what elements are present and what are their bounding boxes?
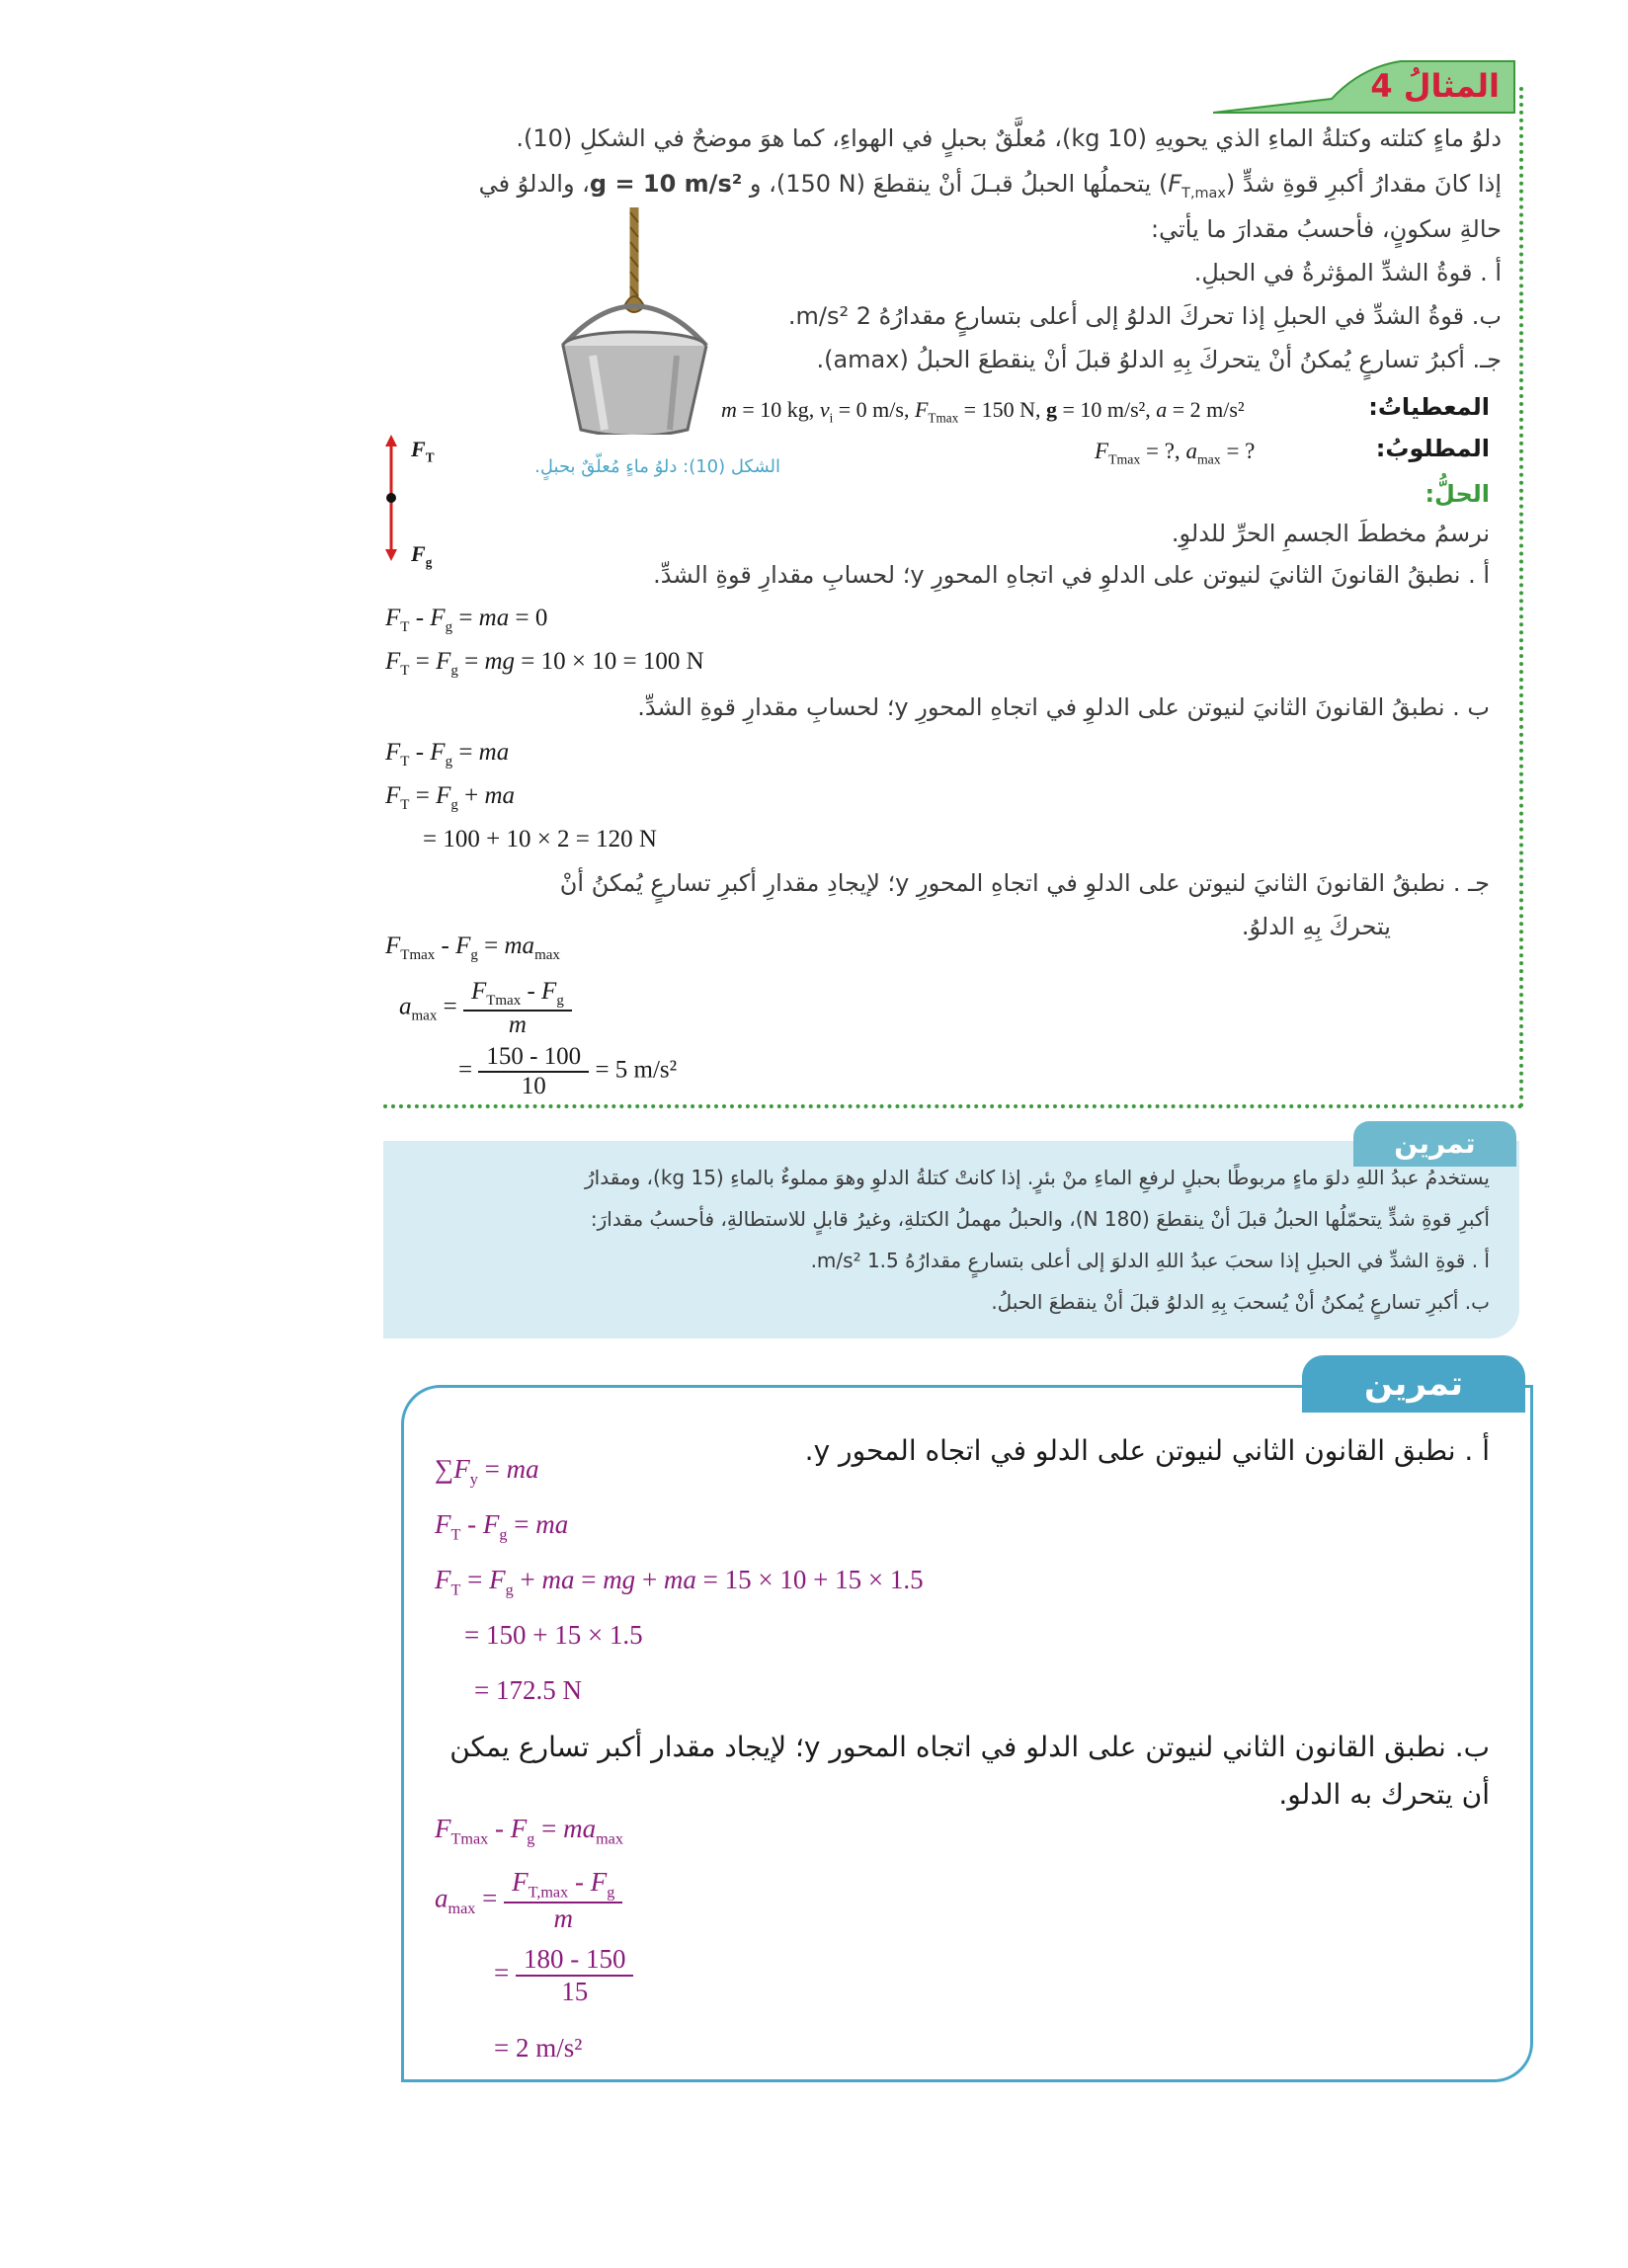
- solution-tab: تمرين: [1302, 1355, 1525, 1413]
- givens-label: المعطياتُ:: [1368, 393, 1490, 421]
- required-label: المطلوبُ:: [1375, 435, 1490, 462]
- solution-step-a: أ . نطبق القانون الثاني لنيوتن على الدلو في اتجاه المحور y.: [804, 1434, 1490, 1467]
- example-title: المثالُ 4: [1370, 67, 1500, 105]
- example-item-b: ب. قوةُ الشدِّ في الحبلِ إذا تحركَ الدلوُ إلى أعلى بتسارعٍ مقدارُهُ 2 m/s².: [787, 302, 1502, 330]
- practice-line-1: يستخدمُ عبدُ اللهِ دلوَ ماءٍ مربوطًا بحبلٍ لرفعِ الماءِ منْ بئرٍ. إذا كانتْ كتلةُ الدلوِ وهوَ مملوءٌ بالماءِ (15 kg)، ومقدارُ: [585, 1166, 1490, 1189]
- solution-step-b-line-2: أن يتحرك به الدلو.: [1278, 1778, 1490, 1811]
- practice-item-b: ب. أكبرِ تسارعٍ يُمكنُ أنْ يُسحبَ بِهِ الدلوُ قبلَ أنْ ينقطعَ الحبلُ.: [991, 1290, 1490, 1314]
- sol-eq-8: = $\frac{180 - 150}{15}$: [494, 1944, 633, 2007]
- step-a: أ . نطبقُ القانونَ الثانيَ لنيوتن على الدلوِ في اتجاهِ المحورِ y؛ لحسابِ مقدارِ قوةِ الشدِّ.: [653, 561, 1490, 589]
- example-line-2: إذا كانَ مقدارُ أكبرِ قوةِ شدٍّ $(F_{T,max})$ يتحملُها الحبلُ قبـلَ أنْ ينقطعَ (150 N)، و g = 10 m/s²، والدلوُ في: [478, 170, 1502, 202]
- eq-b2: $F_T = F_g$ + ma: [385, 782, 516, 813]
- step-b: ب . نطبقُ القانونَ الثانيَ لنيوتن على الدلوِ في اتجاهِ المحورِ y؛ لحسابِ مقدارِ قوةِ الشدِّ.: [637, 693, 1490, 721]
- fbd-label-tension: $F_T$: [411, 437, 435, 465]
- fbd-label-gravity: $F_g$: [411, 541, 433, 570]
- eq-c2: $a_{max}$ = $\frac{F_{Tmax} - F_g}{m}$: [399, 978, 572, 1039]
- eq-a1: $F_T - F_g$ = ma = 0: [385, 605, 548, 635]
- practice-tab: تمرين: [1353, 1121, 1516, 1167]
- step-intro: نرسمُ مخططَ الجسمِ الحرِّ للدلوِ.: [1171, 520, 1490, 547]
- bucket-icon: [553, 207, 721, 435]
- eq-a2: $F_T = F_g$ = mg = 10 × 10 = 100 N: [385, 648, 704, 679]
- eq-b3: = 100 + 10 × 2 = 120 N: [423, 826, 657, 852]
- practice-line-2: أكبرِ قوةِ شدٍّ يتحمّلُها الحبلُ قبلَ أنْ ينقطعَ (180 N)، والحبلُ مهملُ الكتلةِ، وغيرُ قابلٍ للاستطالةِ، فأحسبُ مقدارَ:: [590, 1207, 1490, 1231]
- example-tab: [1213, 59, 1519, 115]
- example-item-c: جـ. أكبرُ تسارعٍ يُمكنُ أنْ يتحركَ بِهِ الدلوُ قبلَ أنْ ينقطعَ الحبلُ (amax).: [816, 346, 1502, 373]
- sol-eq-6: $F_{Tmax} - F_g = ma_{max}$: [435, 1814, 623, 1848]
- figure-caption: الشكل (10): دلوُ ماءٍ مُعلّقٌ بحبلٍ.: [534, 456, 780, 477]
- eq-c3: = $\frac{150 - 100}{10}$ = 5 m/s²: [458, 1043, 678, 1099]
- example-item-a: أ . قوةُ الشدِّ المؤثرةُ في الحبلِ.: [1193, 259, 1502, 286]
- eq-b1: $F_T - F_g$ = ma: [385, 739, 510, 770]
- solution-step-b-line-1: ب. نطبق القانون الثاني لنيوتن على الدلو في اتجاه المحور y؛ لإيجاد مقدار أكبر تسارع يمكن: [449, 1731, 1490, 1763]
- required-values: $F_{Tmax}$ = ?, $a_{max}$ = ?: [1095, 439, 1256, 467]
- eq-c1: $F_{Tmax} - F_g = ma_{max}$: [385, 932, 560, 963]
- example-line-3: حالةِ سكونٍ، فأحسبُ مقدارَ ما يأتي:: [1151, 215, 1502, 243]
- sol-eq-7: $a_{max}$ = $\frac{F_{T,max} - F_g}{m}$: [435, 1867, 622, 1934]
- sol-eq-4: = 150 + 15 × 1.5: [464, 1620, 643, 1650]
- bucket-illustration: [553, 207, 721, 439]
- sol-eq-1: $\sum F_y$ = ma: [435, 1454, 539, 1489]
- sol-eq-3: $F_T = F_g$ + ma = mg + ma = 15 × 10 + 15 × 1.5: [435, 1565, 924, 1599]
- practice-item-a: أ . قوةِ الشدِّ في الحبلِ إذا سحبَ عبدُ اللهِ الدلوَ إلى أعلى بتسارعٍ مقدارُهُ 1.5 m/s².: [810, 1249, 1490, 1272]
- givens-values: m = 10 kg, $v_i = 0$ m/s, $F_{Tmax} = 150$ N, g = 10 m/s², a = 2 m/s²: [721, 397, 1245, 426]
- sol-eq-5: = 172.5 N: [474, 1675, 582, 1705]
- sol-eq-9: = 2 m/s²: [494, 2033, 583, 2063]
- step-c-line-1: جـ . نطبقُ القانونَ الثانيَ لنيوتن على الدلوِ في اتجاهِ المحورِ y؛ لإيجادِ مقدارِ أكبرِ تسارعٍ يُمكنُ أنْ: [559, 869, 1490, 897]
- example-line-1: دلوُ ماءٍ كتلته وكتلةُ الماءِ الذي يحويهِ (10 kg)، مُعلَّقٌ بحبلٍ في الهواءِ، كما هوَ موضحٌ في الشكلِ (10).: [516, 124, 1502, 152]
- solution-label: الحلُّ:: [1424, 480, 1490, 508]
- step-c-line-2: يتحركَ بِهِ الدلوُ.: [1241, 913, 1391, 940]
- sol-eq-2: $F_T - F_g$ = ma: [435, 1509, 569, 1544]
